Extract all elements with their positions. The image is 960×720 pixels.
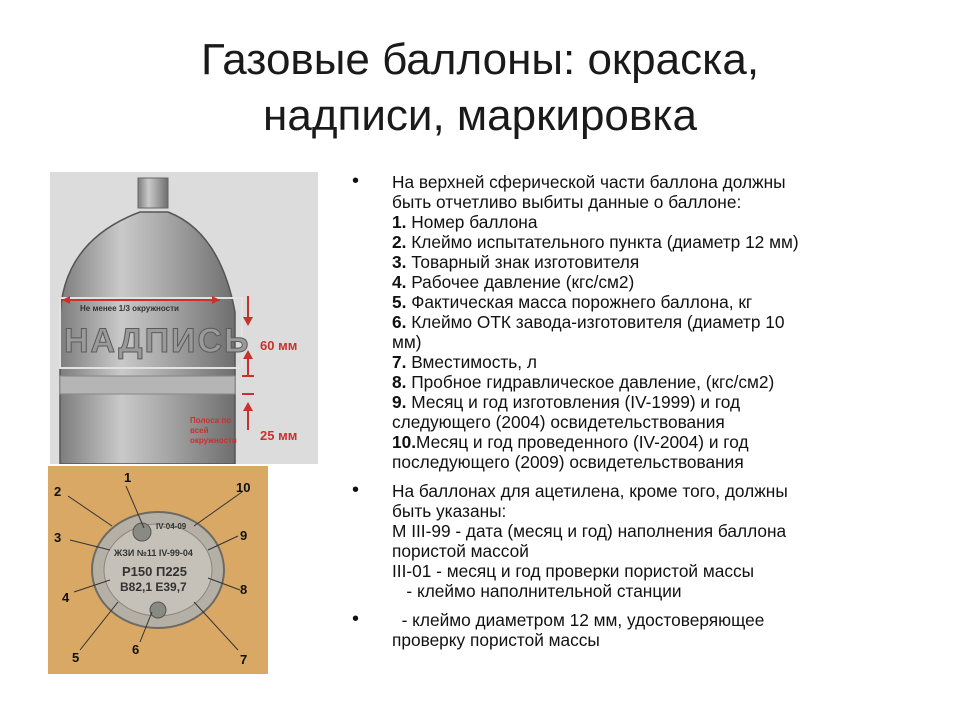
- bullet-line: [392, 192, 912, 212]
- bullet-line: [392, 352, 912, 372]
- bullet-line: [392, 272, 912, 292]
- bullet-line: [392, 481, 912, 501]
- bullet-line: [392, 372, 912, 392]
- item-text: III-01 - месяц и год проверки пористой массы: [392, 561, 755, 581]
- bullet-dot-icon: •: [352, 479, 360, 501]
- item-text: На баллонах для ацетилена, кроме того, должны: [392, 481, 788, 501]
- cylinder-illustration: [50, 172, 318, 464]
- inscription-label: НАДПИСЬ: [64, 322, 251, 360]
- item-text: Номер баллона: [406, 212, 538, 232]
- bullet-line: [392, 521, 912, 541]
- stamp-number-10: 10: [236, 480, 251, 495]
- stamp-text-line-1: IV-04-09: [156, 522, 187, 531]
- bullet-dot-icon: •: [352, 170, 360, 192]
- bullet-line: [392, 212, 912, 232]
- bullet-line: [392, 452, 912, 472]
- item-text: Фактическая масса порожнего баллона, кг: [406, 292, 753, 312]
- bullet-list: [352, 172, 912, 650]
- bullet-line: [392, 561, 912, 581]
- bullet-item: [352, 172, 912, 472]
- title-line-1: Газовые баллоны: окраска,: [200, 35, 760, 84]
- height-60mm-label: 60 мм: [260, 338, 298, 353]
- item-text: Клеймо испытательного пункта (диаметр 12 мм): [406, 232, 799, 252]
- stamp-number-6: 6: [132, 642, 140, 657]
- item-text: Товарный знак изготовителя: [406, 252, 640, 272]
- item-text: пористой массой: [392, 541, 529, 561]
- item-text: М III-99 - дата (месяц и год) наполнения баллона: [392, 521, 787, 541]
- title-line-2: надписи, маркировка: [263, 91, 697, 140]
- bullet-line: [392, 412, 912, 432]
- stamp-number-4: 4: [62, 590, 70, 605]
- bullet-line: [392, 501, 912, 521]
- item-number: 3.: [392, 252, 407, 272]
- item-text: быть отчетливо выбиты данные о баллоне:: [392, 192, 742, 212]
- cylinder-drawing: [50, 172, 318, 464]
- stamp-text-line-3: Р150 П225: [122, 564, 188, 579]
- bullet-line: [392, 581, 912, 601]
- stamp-number-1: 1: [124, 470, 132, 485]
- item-text: Месяц и год проведенного (IV-2004) и год: [416, 432, 749, 452]
- bullet-item: [352, 610, 912, 650]
- item-text: Клеймо ОТК завода-изготовителя (диаметр 10: [406, 312, 785, 332]
- stamp-illustration: [48, 466, 268, 674]
- bullet-line: [392, 312, 912, 332]
- stamp-text-line-4: В82,1 Е39,7: [120, 580, 187, 594]
- item-number: 10.: [392, 432, 417, 452]
- bullet-dot-icon: •: [352, 608, 360, 630]
- bullet-line: [392, 232, 912, 252]
- item-number: 8.: [392, 372, 407, 392]
- bullet-line: [392, 252, 912, 272]
- item-text: Месяц и год изготовления (IV-1999) и год: [406, 392, 741, 412]
- item-text: быть указаны:: [392, 501, 507, 521]
- stamp-number-7: 7: [240, 652, 248, 667]
- bullet-line: [392, 292, 912, 312]
- stamp-number-3: 3: [54, 530, 62, 545]
- bullet-line: [392, 610, 912, 630]
- item-number: 2.: [392, 232, 407, 252]
- item-text: проверку пористой массы: [392, 630, 600, 650]
- item-text: Пробное гидравлическое давление, (кгс/см2): [406, 372, 775, 392]
- item-number: 6.: [392, 312, 407, 332]
- item-number: 4.: [392, 272, 407, 292]
- stamp-number-2: 2: [54, 484, 62, 499]
- stamp-number-9: 9: [240, 528, 248, 543]
- item-number: 7.: [392, 352, 407, 372]
- item-text: Вместимость, л: [406, 352, 537, 372]
- item-number: 9.: [392, 392, 407, 412]
- bullet-line: [392, 432, 912, 452]
- stamp-number-8: 8: [240, 582, 248, 597]
- item-text: - клеймо диаметром 12 мм, удостоверяющее: [392, 610, 765, 630]
- bullet-line: [392, 172, 912, 192]
- height-25mm-label: 25 мм: [260, 428, 298, 443]
- item-text: Рабочее давление (кгс/см2): [406, 272, 635, 292]
- slide-title: [0, 32, 960, 144]
- bullet-item: [352, 481, 912, 601]
- item-number: 5.: [392, 292, 407, 312]
- item-text: последующего (2009) освидетельствования: [392, 452, 744, 472]
- bullet-line: [392, 332, 912, 352]
- note-one-third: Не менее 1/3 окружности: [80, 304, 179, 313]
- item-text: На верхней сферической части баллона должны: [392, 172, 786, 192]
- item-text: следующего (2004) освидетельствования: [392, 412, 725, 432]
- item-text: - клеймо наполнительной станции: [392, 581, 682, 601]
- item-number: 1.: [392, 212, 407, 232]
- stamp-text-line-2: ЖЗИ №11 IV-99-04: [114, 548, 193, 558]
- bullet-line: [392, 392, 912, 412]
- bullet-line: [392, 541, 912, 561]
- stamp-number-5: 5: [72, 650, 80, 665]
- item-text: мм): [392, 332, 422, 352]
- stripe-label: Полоса по всей окружности: [190, 416, 237, 445]
- bullet-line: [392, 630, 912, 650]
